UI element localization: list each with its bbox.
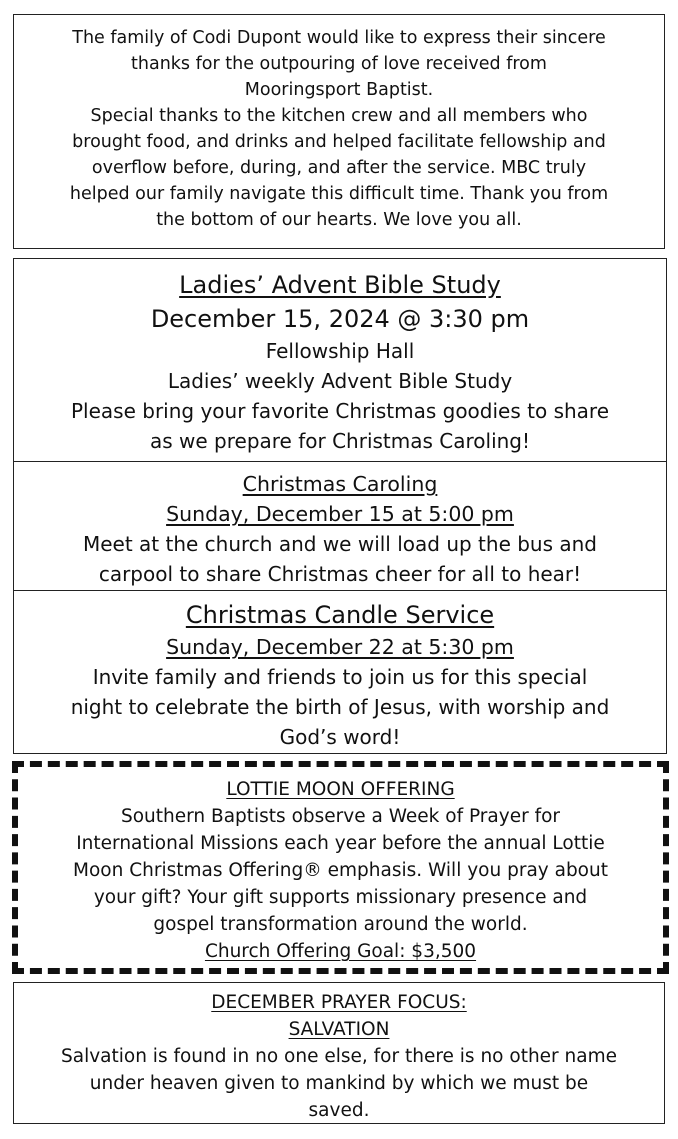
lottie-body-line: gospel transformation around the world.	[153, 914, 528, 935]
lottie-body-line: Moon Christmas Offering® emphasis. Will you pray about	[73, 860, 608, 881]
thanks-line: Mooringsport Baptist.	[244, 80, 434, 100]
lottie-body-line: Southern Baptists observe a Week of Prayer for	[120, 806, 561, 827]
prayer-body-line: saved.	[308, 1100, 370, 1121]
lottie-body-line: your gift? Your gift supports missionary presence and	[93, 887, 588, 908]
candle-body-line: God’s word!	[279, 725, 401, 749]
caroling-body-line: carpool to share Christmas cheer for all to hear!	[98, 562, 582, 586]
caroling-date: Sunday, December 15 at 5:00 pm	[166, 502, 514, 526]
thanks-line: helped our family navigate this difficult time. Thank you from	[69, 184, 609, 204]
prayer-title: DECEMBER PRAYER FOCUS:	[211, 992, 467, 1013]
caroling-body-line: Meet at the church and we will load up the bus and	[82, 532, 598, 556]
advent-date: December 15, 2024 @ 3:30 pm	[150, 305, 530, 333]
thank-you-notice	[13, 14, 665, 249]
thanks-line: overflow before, during, and after the service. MBC truly	[91, 158, 587, 178]
thanks-line: The family of Codi Dupont would like to express their sincere	[72, 28, 606, 48]
events-panel	[13, 258, 667, 754]
advent-body-line: Please bring your favorite Christmas goodies to share	[70, 399, 610, 423]
lottie-body-line: International Missions each year before the annual Lottie	[76, 833, 605, 854]
advent-title: Ladies’ Advent Bible Study	[179, 271, 501, 299]
prayer-focus-notice	[13, 982, 665, 1124]
candle-date: Sunday, December 22 at 5:30 pm	[166, 635, 514, 659]
thanks-line: thanks for the outpouring of love received from	[131, 54, 547, 74]
lottie-moon-offering-notice	[12, 761, 669, 974]
prayer-body-line: Salvation is found in no one else, for there is no other name	[60, 1046, 618, 1067]
christmas-candle-service-event	[14, 590, 666, 755]
christmas-caroling-event	[14, 461, 666, 591]
prayer-focus-topic: SALVATION	[288, 1019, 390, 1040]
thanks-line: the bottom of our hearts. We love you all.	[156, 210, 522, 230]
offering-goal: Church Offering Goal: $3,500	[204, 941, 477, 962]
advent-subtitle: Ladies’ weekly Advent Bible Study	[167, 369, 513, 393]
thanks-line: brought food, and drinks and helped facilitate fellowship and	[72, 132, 606, 152]
prayer-body-line: under heaven given to mankind by which we must be	[89, 1073, 589, 1094]
caroling-title: Christmas Caroling	[242, 472, 438, 496]
advent-bible-study-event	[14, 259, 666, 461]
advent-location: Fellowship Hall	[265, 339, 415, 363]
candle-title: Christmas Candle Service	[185, 601, 495, 629]
candle-body-line: Invite family and friends to join us for this special	[92, 665, 588, 689]
advent-body-line: as we prepare for Christmas Caroling!	[149, 429, 531, 453]
thanks-line: Special thanks to the kitchen crew and all members who	[90, 106, 588, 126]
candle-body-line: night to celebrate the birth of Jesus, with worship and	[70, 695, 610, 719]
lottie-title: LOTTIE MOON OFFERING	[226, 779, 455, 800]
